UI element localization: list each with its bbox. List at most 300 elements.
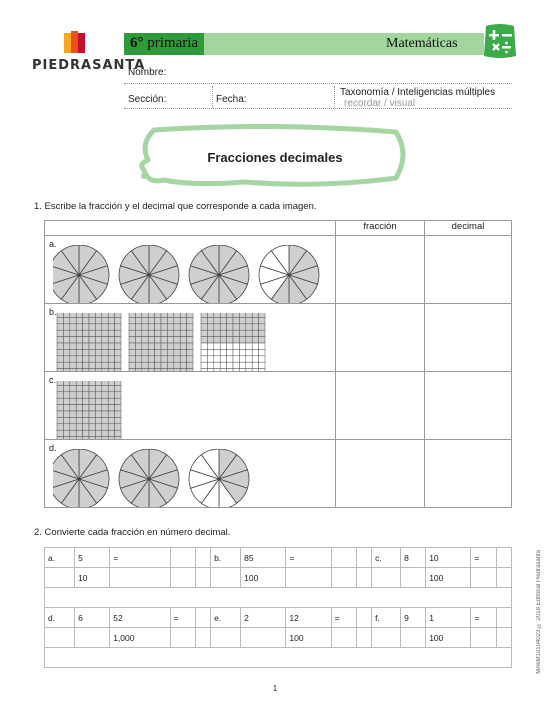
item-d-label: d.: [45, 608, 75, 628]
grid-cell: [57, 385, 63, 391]
grid-cell: [233, 356, 239, 362]
grid-cell: [214, 337, 220, 343]
grid-cell: [83, 317, 89, 323]
row-b-decimal-cell[interactable]: [425, 304, 512, 372]
grid-cell: [246, 343, 252, 349]
grid-cell: [167, 330, 173, 336]
grid-cell: [161, 356, 167, 362]
equals-sign: =: [471, 608, 497, 628]
grid-cell: [57, 392, 63, 398]
grid-cell: [167, 362, 173, 368]
grid-cell: [201, 313, 207, 317]
grid-cell: [167, 349, 173, 355]
grid-cell: [220, 324, 226, 330]
grid-cell: [115, 424, 121, 430]
grid-cell: [108, 356, 114, 362]
grid-cell: [83, 343, 89, 349]
grid-cell: [63, 337, 69, 343]
grid-cell: [57, 417, 63, 423]
header-cell: [45, 221, 336, 236]
grid-cell: [95, 411, 101, 417]
grid-cell: [63, 356, 69, 362]
grid-cell: [57, 398, 63, 404]
grid-cell: [135, 349, 141, 355]
grid-cell: [201, 317, 207, 323]
grid-cell: [102, 313, 108, 317]
grid-cell: [233, 324, 239, 330]
grid-cell: [148, 330, 154, 336]
grid-cell: [89, 330, 95, 336]
grid-cell: [155, 369, 161, 371]
grid-cell: [89, 313, 95, 317]
grid-cell: [89, 343, 95, 349]
grid-cell: [57, 411, 63, 417]
grid-cell: [180, 313, 186, 317]
grid-cell: [259, 369, 265, 371]
divider: [212, 86, 213, 108]
name-line[interactable]: [124, 83, 512, 84]
name-label: Nombre:: [128, 67, 167, 78]
grid-cell: [259, 330, 265, 336]
grid-cell: [148, 317, 154, 323]
grid-cell: [259, 317, 265, 323]
grid-cell: [142, 356, 148, 362]
taxonomy-values: recordar / visual: [344, 98, 416, 109]
grid-cell: [214, 369, 220, 371]
grid-cell: [252, 337, 258, 343]
grid-cell: [227, 369, 233, 371]
page-number: 1: [272, 684, 278, 693]
grid-cell: [207, 337, 213, 343]
row-c-image: [45, 372, 336, 440]
grid-cell: [95, 356, 101, 362]
grid-cell: [220, 337, 226, 343]
grid-cell: [95, 437, 101, 439]
grid-cell: [252, 369, 258, 371]
item-e-numerator: 12: [286, 608, 331, 628]
row-a-decimal-cell[interactable]: [425, 236, 512, 304]
equals-sign: =: [170, 608, 196, 628]
grid-cell: [239, 313, 245, 317]
grid-cell: [180, 349, 186, 355]
grid-cell: [76, 398, 82, 404]
grid-cell: [57, 343, 63, 349]
grid-cell: [63, 417, 69, 423]
grid-cell: [187, 369, 193, 371]
grid-cell: [174, 317, 180, 323]
grid-cell: [83, 417, 89, 423]
grid-cell: [142, 362, 148, 368]
grid-cell: [252, 343, 258, 349]
grid-cell: [129, 330, 135, 336]
row-b-fraction-cell[interactable]: [336, 304, 425, 372]
grid-cell: [201, 362, 207, 368]
grid-cell: [95, 330, 101, 336]
taxonomy-label: Taxonomía / Inteligencias múltiples: [340, 87, 496, 98]
grid-cell: [108, 313, 114, 317]
grid-cell: [95, 343, 101, 349]
grid-cell: [102, 324, 108, 330]
row-label: a.: [49, 239, 57, 249]
grid-cell: [259, 356, 265, 362]
grid-cell: [227, 349, 233, 355]
grid-cell: [142, 313, 148, 317]
item-c-denominator: 100: [426, 568, 471, 588]
grid-cell: [102, 424, 108, 430]
grid-cell: [161, 330, 167, 336]
grid-cell: [63, 385, 69, 391]
grid-cell: [108, 385, 114, 391]
grid-cell: [95, 324, 101, 330]
grid-cell: [227, 324, 233, 330]
grid-cell: [95, 362, 101, 368]
grid-cell: [115, 369, 121, 371]
grid-cell: [70, 343, 76, 349]
grid-cell: [180, 362, 186, 368]
grid-cell: [239, 317, 245, 323]
grid-cell: [174, 356, 180, 362]
grid-cell: [102, 381, 108, 385]
grid-cell: [227, 343, 233, 349]
item-f-answer[interactable]: [496, 608, 511, 628]
grid-cell: [63, 313, 69, 317]
row-figures: [53, 313, 339, 371]
grid-cell: [148, 337, 154, 343]
grid-cell: [167, 313, 173, 317]
grid-cell: [76, 392, 82, 398]
grid-cell: [239, 362, 245, 368]
grid-cell: [259, 362, 265, 368]
grid-cell: [63, 369, 69, 371]
grid-cell: [129, 356, 135, 362]
grid-cell: [76, 424, 82, 430]
grid-cell: [246, 369, 252, 371]
grid-cell: [95, 424, 101, 430]
grid-cell: [102, 362, 108, 368]
grid-cell: [174, 324, 180, 330]
grid-cell: [155, 337, 161, 343]
grid-cell: [167, 343, 173, 349]
logo-icon: [64, 31, 86, 55]
item-d-denominator: 1,000: [110, 628, 170, 648]
grid-cell: [57, 349, 63, 355]
grid-cell: [252, 362, 258, 368]
equals-sign: =: [471, 548, 497, 568]
grid-cell: [174, 362, 180, 368]
copyright-text: MA6M10104023 © 2018 Editorial Piedrasanta: [536, 550, 542, 674]
item-a-answer[interactable]: [170, 548, 196, 568]
grid-cell: [239, 343, 245, 349]
grid-cell: [70, 324, 76, 330]
grid-cell: [76, 324, 82, 330]
grid-cell: [233, 343, 239, 349]
grid-cell: [108, 424, 114, 430]
grid-cell: [70, 398, 76, 404]
grid-cell: [76, 430, 82, 436]
grid-cell: [70, 313, 76, 317]
decimal-header: decimal: [425, 221, 512, 236]
grid-cell: [214, 317, 220, 323]
grid-cell: [174, 313, 180, 317]
item-d-answer[interactable]: [196, 608, 211, 628]
grid-cell: [83, 356, 89, 362]
grid-cell: [83, 424, 89, 430]
grid-cell: [180, 330, 186, 336]
grid-cell: [57, 424, 63, 430]
grid-cell: [148, 324, 154, 330]
item-f-denominator: 100: [426, 628, 471, 648]
question-2-prompt: 2. Convierte cada fracción en número decimal.: [34, 527, 231, 538]
item-a-numerator: 5: [75, 548, 110, 568]
grid-cell: [63, 424, 69, 430]
item-b-answer[interactable]: [331, 548, 357, 568]
grid-cell: [70, 337, 76, 343]
item-e-answer[interactable]: [357, 608, 372, 628]
question-1-prompt: 1. Escribe la fracción y el decimal que corresponde a cada imagen.: [34, 201, 317, 212]
grid-cell: [167, 337, 173, 343]
grid-cell: [246, 330, 252, 336]
grid-cell: [76, 405, 82, 411]
grid-cell: [115, 381, 121, 385]
grid-cell: [214, 362, 220, 368]
grid-cell: [167, 324, 173, 330]
grid-cell: [187, 349, 193, 355]
grid-cell: [95, 313, 101, 317]
grid-cell: [95, 349, 101, 355]
grid-cell: [108, 392, 114, 398]
grid-cell: [180, 317, 186, 323]
grid-cell: [70, 356, 76, 362]
grid-cell: [161, 317, 167, 323]
grid-cell: [259, 313, 265, 317]
grid-cell: [148, 369, 154, 371]
grid-cell: [214, 349, 220, 355]
grid-cell: [102, 437, 108, 439]
grid-cell: [233, 349, 239, 355]
grid-cell: [95, 317, 101, 323]
grid-cell: [70, 330, 76, 336]
grid-cell: [135, 330, 141, 336]
grid-cell: [89, 417, 95, 423]
grid-cell: [142, 330, 148, 336]
grid-cell: [161, 313, 167, 317]
grid-cell: [201, 330, 207, 336]
grid-cell: [115, 343, 121, 349]
grid-cell: [70, 317, 76, 323]
grid-cell: [227, 313, 233, 317]
grid-cell: [83, 398, 89, 404]
date-label: Fecha:: [216, 94, 247, 105]
grid-cell: [135, 337, 141, 343]
grid-cell: [76, 356, 82, 362]
grid-cell: [70, 369, 76, 371]
grid-cell: [63, 411, 69, 417]
grid-cell: [233, 362, 239, 368]
grid-cell: [76, 337, 82, 343]
row-d-fraction-cell[interactable]: [336, 440, 425, 508]
grid-cell: [135, 324, 141, 330]
grid-cell: [108, 324, 114, 330]
row-label: d.: [49, 443, 57, 453]
grid-cell: [76, 381, 82, 385]
grid-cell: [76, 313, 82, 317]
grid-cell: [187, 330, 193, 336]
grid-cell: [83, 430, 89, 436]
item-a-denominator: 10: [75, 568, 110, 588]
grid-cell: [70, 430, 76, 436]
grid-cell: [89, 317, 95, 323]
grid-cell: [201, 324, 207, 330]
grid-cell: [95, 369, 101, 371]
grid-cell: [83, 349, 89, 355]
item-e-label: e.: [211, 608, 241, 628]
grid-cell: [129, 369, 135, 371]
grid-cell: [70, 349, 76, 355]
item-c-whole: 8: [401, 548, 426, 568]
grid-cell: [83, 330, 89, 336]
grid-cell: [95, 381, 101, 385]
row-a-fraction-cell[interactable]: [336, 236, 425, 304]
grid-cell: [108, 398, 114, 404]
grid-cell: [227, 330, 233, 336]
grid-cell: [115, 362, 121, 368]
grid-cell: [239, 324, 245, 330]
grid-cell: [76, 385, 82, 391]
grid-cell: [57, 362, 63, 368]
grid-cell: [129, 317, 135, 323]
grid-cell: [187, 324, 193, 330]
grid-cell: [220, 356, 226, 362]
grid-cell: [148, 313, 154, 317]
grid-cell: [76, 437, 82, 439]
grid-cell: [201, 343, 207, 349]
grid-cell: [108, 430, 114, 436]
grid-cell: [233, 337, 239, 343]
grid-cell: [239, 337, 245, 343]
equals-sign: =: [110, 548, 170, 568]
grid-cell: [83, 381, 89, 385]
grid-cell: [135, 369, 141, 371]
grid-cell: [83, 392, 89, 398]
grid-cell: [95, 392, 101, 398]
item-c-answer[interactable]: [496, 548, 511, 568]
grid-cell: [63, 330, 69, 336]
grid-cell: [148, 343, 154, 349]
grid-cell: [89, 356, 95, 362]
item-d-numerator: 52: [110, 608, 170, 628]
row-c-decimal-cell[interactable]: [425, 372, 512, 440]
grid-cell: [259, 324, 265, 330]
row-d-image: [45, 440, 336, 508]
grid-cell: [102, 317, 108, 323]
grid-cell: [174, 369, 180, 371]
grid-cell: [83, 369, 89, 371]
row-d-decimal-cell[interactable]: [425, 440, 512, 508]
grid-cell: [102, 392, 108, 398]
grid-cell: [180, 356, 186, 362]
grid-cell: [135, 317, 141, 323]
grid-cell: [187, 356, 193, 362]
grid-cell: [63, 317, 69, 323]
grid-cell: [161, 362, 167, 368]
section-label: Sección:: [128, 94, 167, 105]
grid-cell: [83, 362, 89, 368]
grid-cell: [102, 398, 108, 404]
grid-cell: [246, 337, 252, 343]
grid-cell: [89, 398, 95, 404]
grid-cell: [207, 330, 213, 336]
grid-cell: [89, 381, 95, 385]
grid-cell: [108, 417, 114, 423]
grid-cell: [63, 430, 69, 436]
item-c-label: c.: [372, 548, 401, 568]
grid-cell: [227, 362, 233, 368]
grid-cell: [135, 362, 141, 368]
grid-cell: [108, 437, 114, 439]
grid-cell: [102, 356, 108, 362]
row-c-fraction-cell[interactable]: [336, 372, 425, 440]
item-b-numerator: 85: [241, 548, 286, 568]
grid-cell: [115, 411, 121, 417]
grid-cell: [187, 313, 193, 317]
item-c-numerator: 10: [426, 548, 471, 568]
grid-cell: [89, 362, 95, 368]
grid-cell: [63, 392, 69, 398]
section-line: [124, 108, 512, 109]
grid-cell: [129, 362, 135, 368]
grid-cell: [214, 356, 220, 362]
grid-cell: [115, 317, 121, 323]
grid-cell: [89, 437, 95, 439]
grid-cell: [155, 349, 161, 355]
grid-cell: [259, 343, 265, 349]
grid-cell: [89, 392, 95, 398]
grid-cell: [108, 330, 114, 336]
grid-cell: [102, 330, 108, 336]
grid-cell: [180, 369, 186, 371]
grid-cell: [108, 405, 114, 411]
question-1-table: [44, 220, 512, 508]
grid-cell: [102, 385, 108, 391]
grid-cell: [83, 411, 89, 417]
grid-cell: [155, 317, 161, 323]
grid-cell: [102, 430, 108, 436]
grid-cell: [115, 356, 121, 362]
grid-cell: [155, 313, 161, 317]
grid-cell: [57, 437, 63, 439]
item-f-label: f.: [372, 608, 401, 628]
grid-cell: [95, 430, 101, 436]
grid-cell: [246, 324, 252, 330]
grid-cell: [148, 356, 154, 362]
grid-cell: [180, 343, 186, 349]
grid-cell: [115, 437, 121, 439]
grid-cell: [207, 356, 213, 362]
grid-cell: [180, 337, 186, 343]
grid-cell: [63, 324, 69, 330]
grid-cell: [233, 369, 239, 371]
logo-text: PIEDRASANTA: [32, 58, 146, 73]
grid-cell: [83, 385, 89, 391]
grid-cell: [201, 337, 207, 343]
grid-cell: [161, 369, 167, 371]
grid-cell: [115, 405, 121, 411]
grid-cell: [207, 324, 213, 330]
grid-cell: [220, 349, 226, 355]
row-a-image: [45, 236, 336, 304]
grid-cell: [89, 324, 95, 330]
item-e-denominator: 100: [286, 628, 331, 648]
